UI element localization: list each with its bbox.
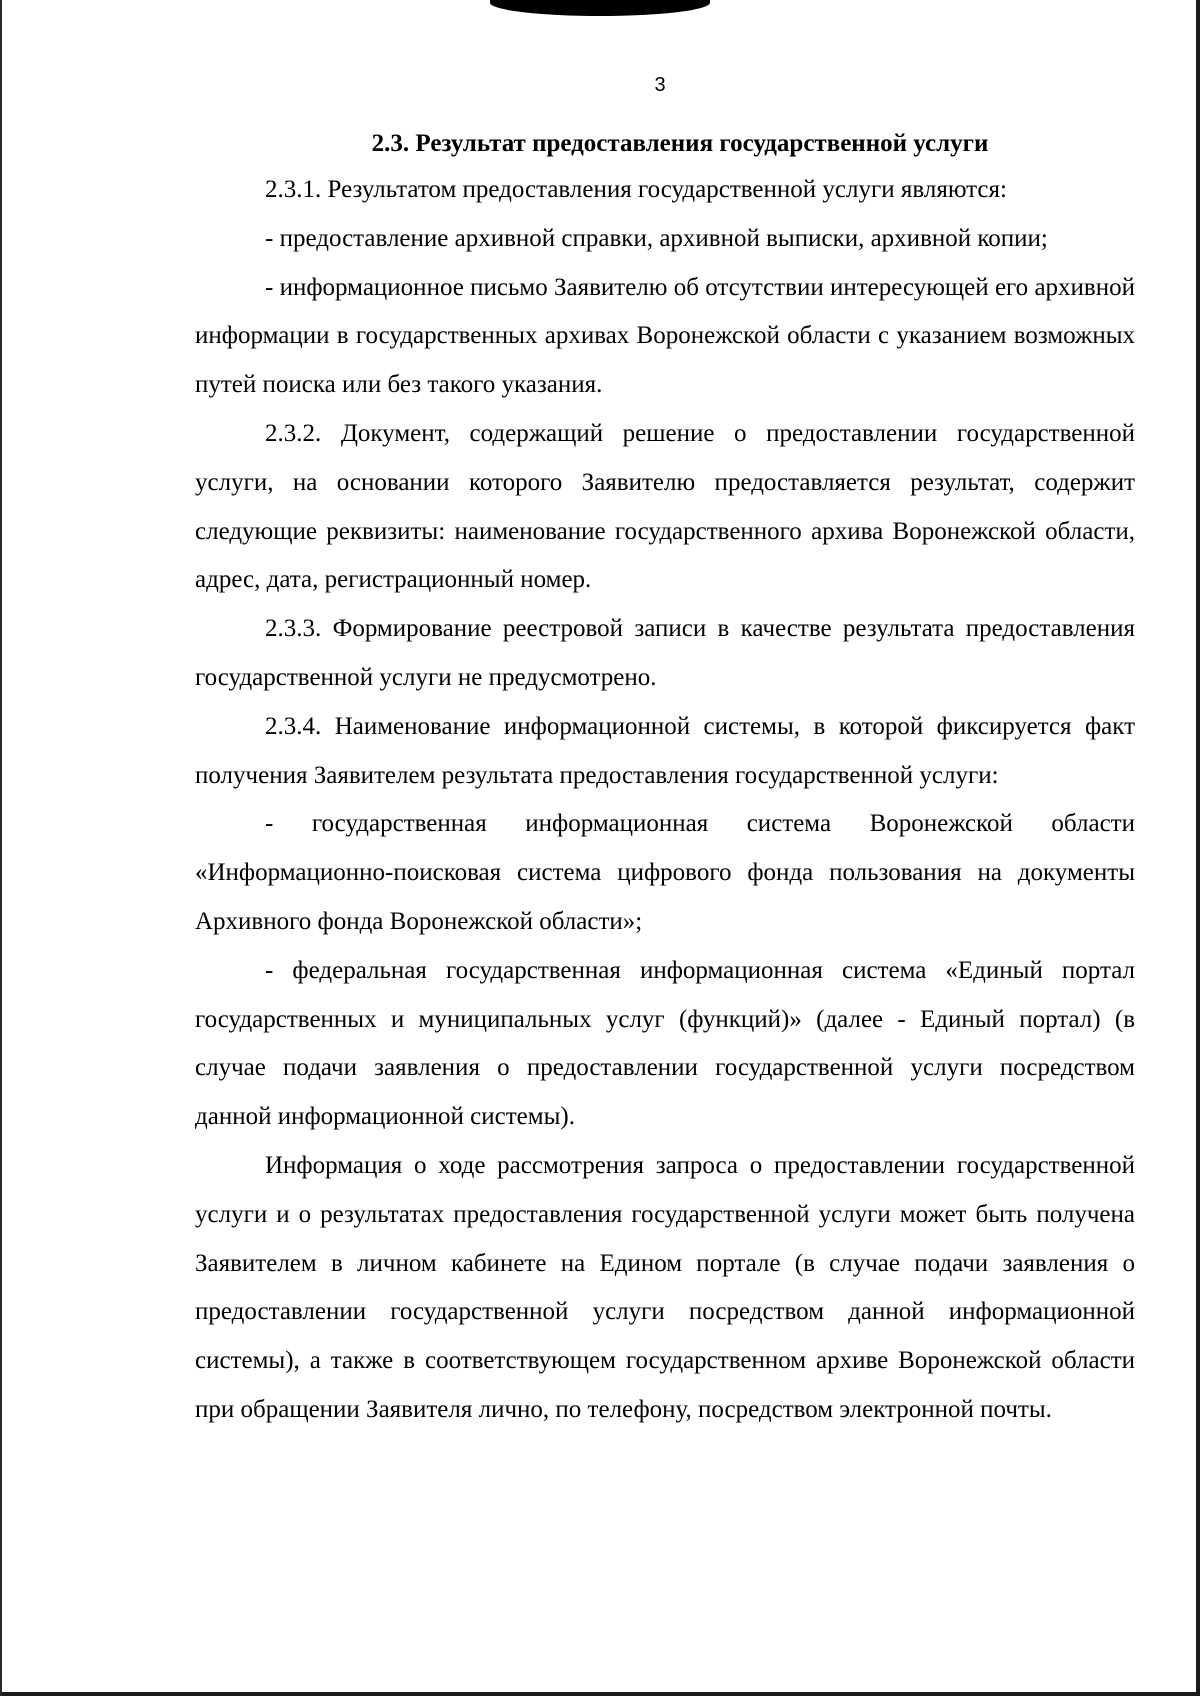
page-left-edge [0,0,2,1696]
paragraph-2-3-3: 2.3.3. Формирование реестровой записи в качестве результата предоставления государственной услуги не предусмотрено. [195,615,1135,691]
paragraph-2-3-2: 2.3.2. Документ, содержащий решение о предоставлении государственной услуги, на основании которого Заявителю предоставляется результат, содержит следующие реквизиты: наименование государственного архива Воронежской области, адрес, дата, регистрационный номер. [195,419,1135,594]
list-item-information-letter: - информационное письмо Заявителю об отсутствии интересующей его архивной информации в государственных архивах Воронежской области с указанием возможных путей поиска или без такого указания. [195,273,1135,399]
list-item-archive-certificate: - предоставление архивной справки, архивной выписки, архивной копии; [265,224,1048,252]
paragraph-2-3-1: 2.3.1. Результатом предоставления государственной услуги являются: [265,176,1007,203]
page-number: 3 [654,74,666,96]
section-heading: 2.3. Результат предоставления государственной услуги [371,130,989,157]
paragraph-2-3-4: 2.3.4. Наименование информационной системы, в которой фиксируется факт получения Заявителем результата предоставления государственной услуги: [195,712,1135,789]
paragraph-progress-information: Информация о ходе рассмотрения запроса о предоставлении государственной услуги и о результатах предоставления государственной услуги может быть получена Заявителем в личном кабинете на Едином портале (в случае подачи заявления о предоставлении государственной услуги посредством данной информационной системы), а также в соответствующем государственном архиве Воронежской области при обращении Заявителя лично, по телефону, посредством электронной почты. [195,1151,1135,1423]
list-item-federal-portal: - федеральная государственная информационная система «Единый портал государственных и муниципальных услуг (функций)» (далее - Единый портал) (в случае подачи заявления о предоставлении государственной услуги посредством данной информационной системы). [195,956,1135,1131]
list-item-regional-system: - государственная информационная система Воронежской области «Информационно-поисковая система цифрового фонда пользования на документы Архивного фонда Воронежской области»; [195,810,1135,935]
document-body [195,124,1135,1435]
